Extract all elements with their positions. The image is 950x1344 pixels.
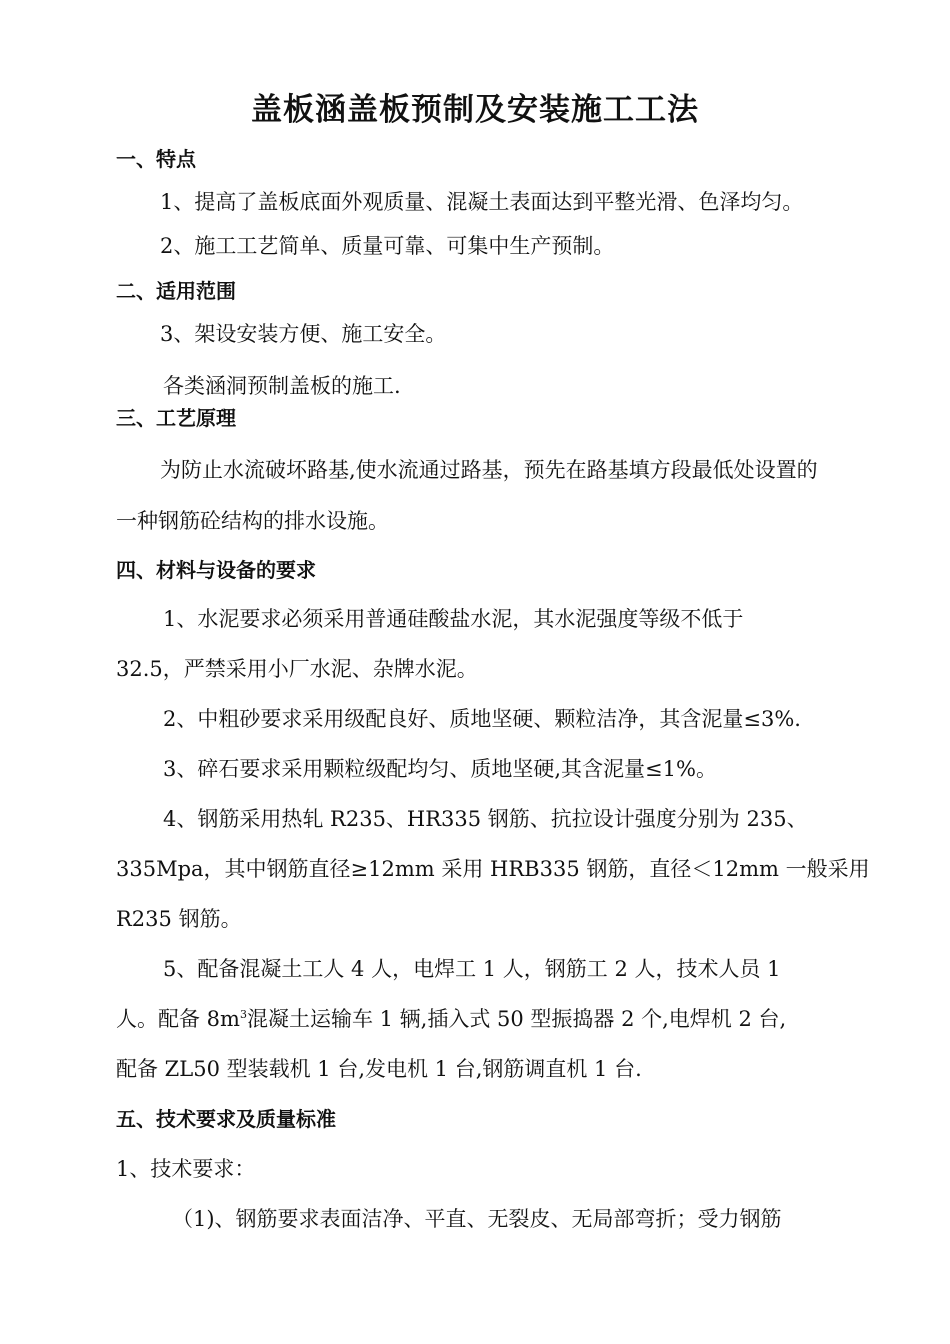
section-heading-materials: 四、材料与设备的要求	[116, 558, 316, 582]
paragraph-line: 32.5，严禁采用小厂水泥、杂牌水泥。	[116, 657, 478, 681]
paragraph-line: 4、钢筋采用热轧 R235、HR335 钢筋、抗拉设计强度分别为 235、	[163, 807, 808, 831]
text-fragment: 人。配备 8m	[116, 1007, 240, 1031]
paragraph-line: 5、配备混凝土工人 4 人，电焊工 1 人，钢筋工 2 人，技术人员 1	[163, 957, 781, 981]
superscript: 3	[239, 1008, 247, 1021]
paragraph-line: 配备 ZL50 型装载机 1 台,发电机 1 台,钢筋调直机 1 台.	[116, 1057, 642, 1081]
paragraph-line: 1、提高了盖板底面外观质量、混凝土表面达到平整光滑、色泽均匀。	[160, 190, 804, 214]
paragraph-line: 1、水泥要求必须采用普通硅酸盐水泥，其水泥强度等级不低于	[163, 607, 744, 631]
paragraph-line: 各类涵洞预制盖板的施工.	[163, 374, 401, 398]
paragraph-line: 为防止水流破坏路基,使水流通过路基，预先在路基填方段最低处设置的	[160, 458, 818, 482]
paragraph-line: R235 钢筋。	[116, 907, 242, 931]
paragraph-line: 一种钢筋砼结构的排水设施。	[116, 509, 389, 533]
paragraph-line: 2、施工工艺简单、质量可靠、可集中生产预制。	[160, 234, 615, 258]
paragraph-line: 1、技术要求：	[116, 1157, 256, 1181]
section-heading-scope: 二、适用范围	[116, 279, 236, 303]
paragraph-line: 335Mpa，其中钢筋直径≥12mm 采用 HRB335 钢筋，直径＜12mm 一般采用	[116, 857, 870, 881]
paragraph-line: （1)、钢筋要求表面洁净、平直、无裂皮、无局部弯折；受力钢筋	[172, 1207, 782, 1231]
document-title: 盖板涵盖板预制及安装施工工法	[251, 92, 699, 128]
paragraph-line	[116, 1005, 786, 1033]
section-heading-principle: 三、工艺原理	[116, 406, 236, 430]
section-heading-features: 一、特点	[116, 147, 196, 171]
paragraph-line: 2、中粗砂要求采用级配良好、质地坚硬、颗粒洁净，其含泥量≤3%.	[163, 707, 801, 731]
paragraph-line: 3、碎石要求采用颗粒级配均匀、质地坚硬,其含泥量≤1%。	[163, 757, 717, 781]
paragraph-line: 3、架设安装方便、施工安全。	[160, 322, 447, 346]
text-fragment: 混凝土运输车 1 辆,插入式 50 型振捣器 2 个,电焊机 2 台,	[246, 1007, 787, 1031]
section-heading-technical: 五、技术要求及质量标准	[116, 1107, 336, 1131]
